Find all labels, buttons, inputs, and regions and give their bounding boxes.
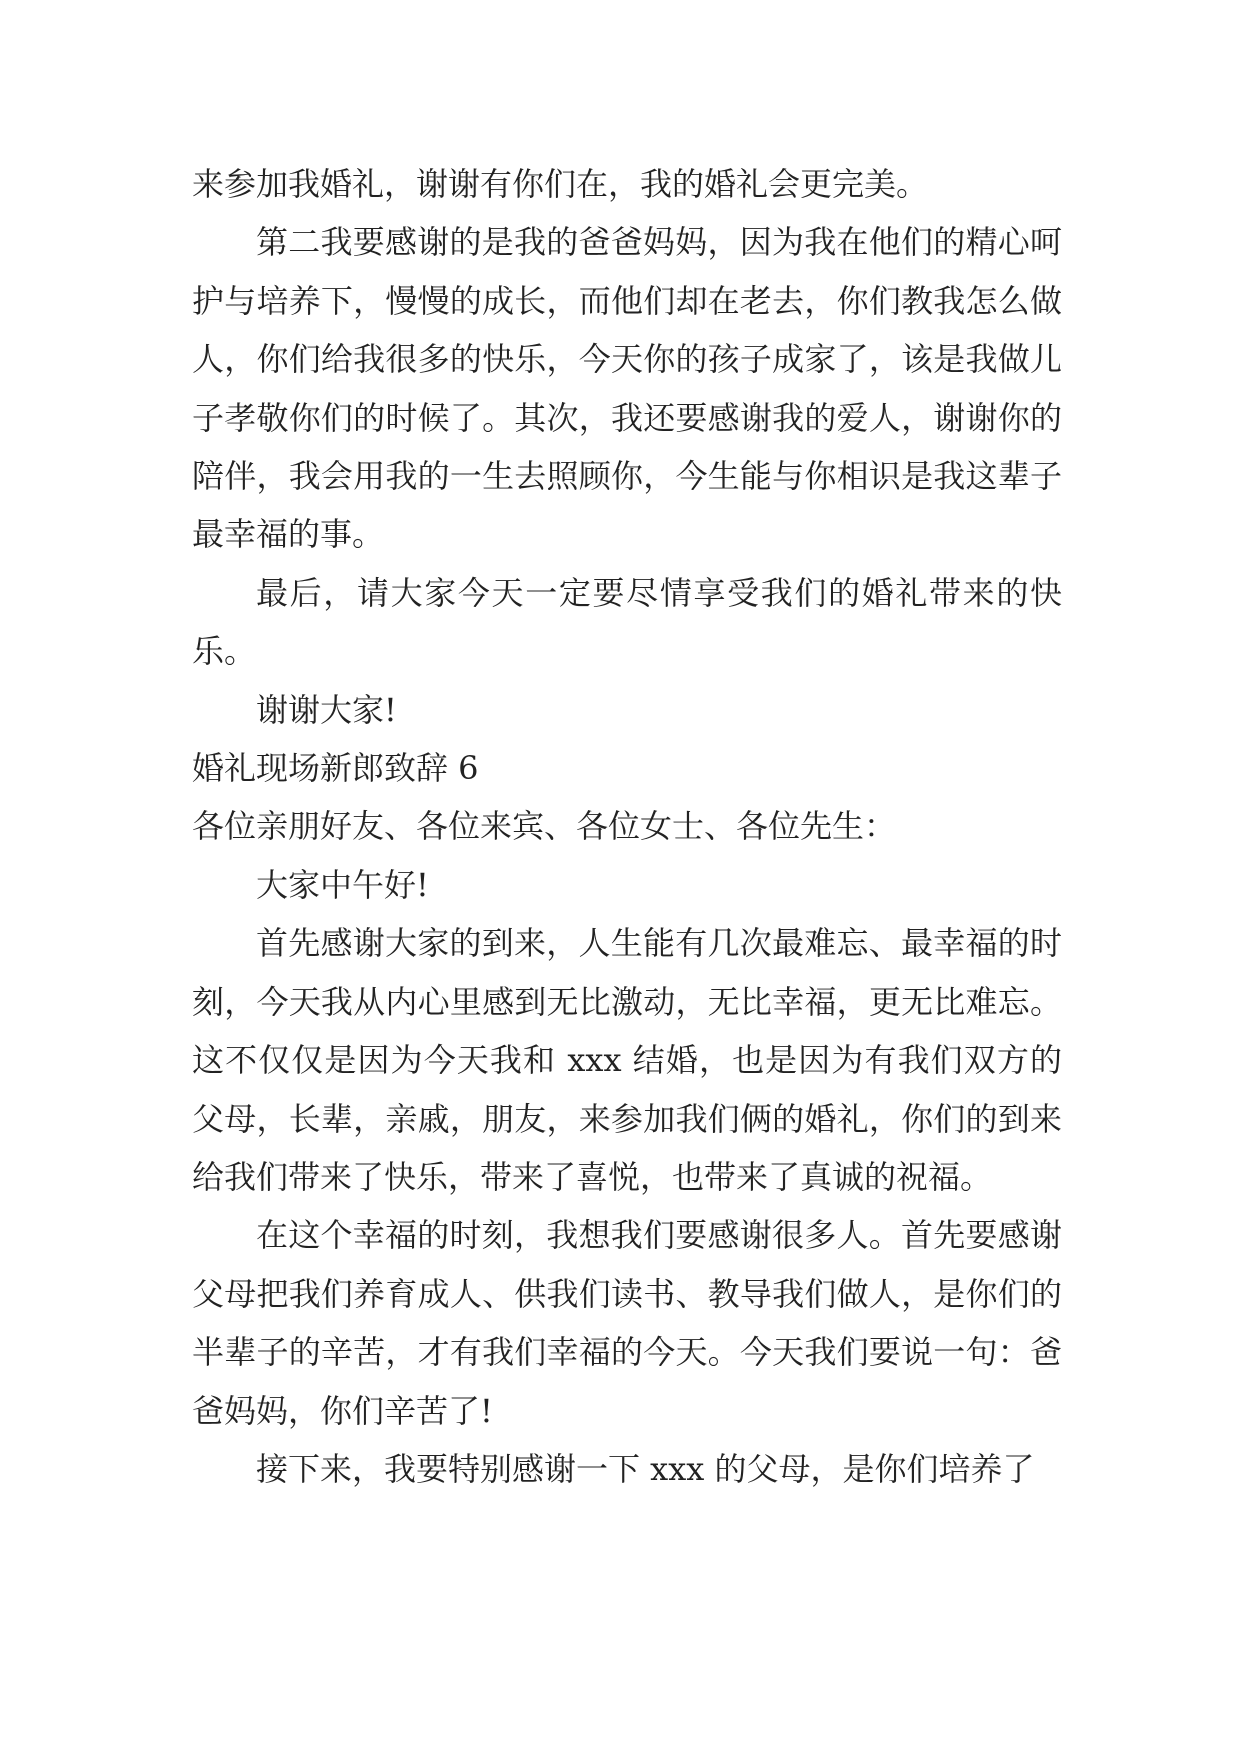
section-title: 婚礼现场新郎致辞 6 (192, 749, 479, 788)
paragraph-thank-you: 谢谢大家! (256, 690, 397, 729)
paragraph-thank-parents: 在这个幸福的时刻，我想我们要感谢很多人。首先要感谢父母把我们养育成人、供我们读书、教导我们做人，是你们的半辈子的辛苦，才有我们幸福的今天。今天我们要说一句：爸爸妈妈，你们辛苦了! (192, 1216, 1062, 1430)
paragraph-closing: 最后，请大家今天一定要尽情享受我们的婚礼带来的快乐。 (192, 573, 1062, 671)
paragraph-thanks-parents: 第二我要感谢的是我的爸爸妈妈，因为我在他们的精心呵护与培养下，慢慢的成长，而他们却在老去，你们教我怎么做人，你们给我很多的快乐，今天你的孩子成家了，该是我做儿子孝敬你们的时候了。其次，我还要感谢我的爱人，谢谢你的陪伴，我会用我的一生去照顾你，今生能与你相识是我这辈子最幸福的事。 (192, 223, 1062, 554)
salutation: 各位亲朋好友、各位来宾、各位女士、各位先生： (192, 807, 897, 846)
document-body (192, 155, 1062, 1498)
paragraph-continuation: 来参加我婚礼，谢谢有你们在，我的婚礼会更完美。 (192, 165, 929, 203)
paragraph-in-laws: 接下来，我要特别感谢一下 xxx 的父母，是你们培养了 (256, 1449, 1035, 1488)
greeting: 大家中午好! (256, 865, 429, 904)
paragraph-gratitude: 首先感谢大家的到来，人生能有几次最难忘、最幸福的时刻，今天我从内心里感到无比激动，无比幸福，更无比难忘。这不仅仅是因为今天我和 xxx 结婚，也是因为有我们双方的父母，长辈，亲戚，朋友，来参加我们俩的婚礼，你们的到来给我们带来了快乐，带来了喜悦，也带来了真诚的祝福。 (192, 924, 1062, 1196)
